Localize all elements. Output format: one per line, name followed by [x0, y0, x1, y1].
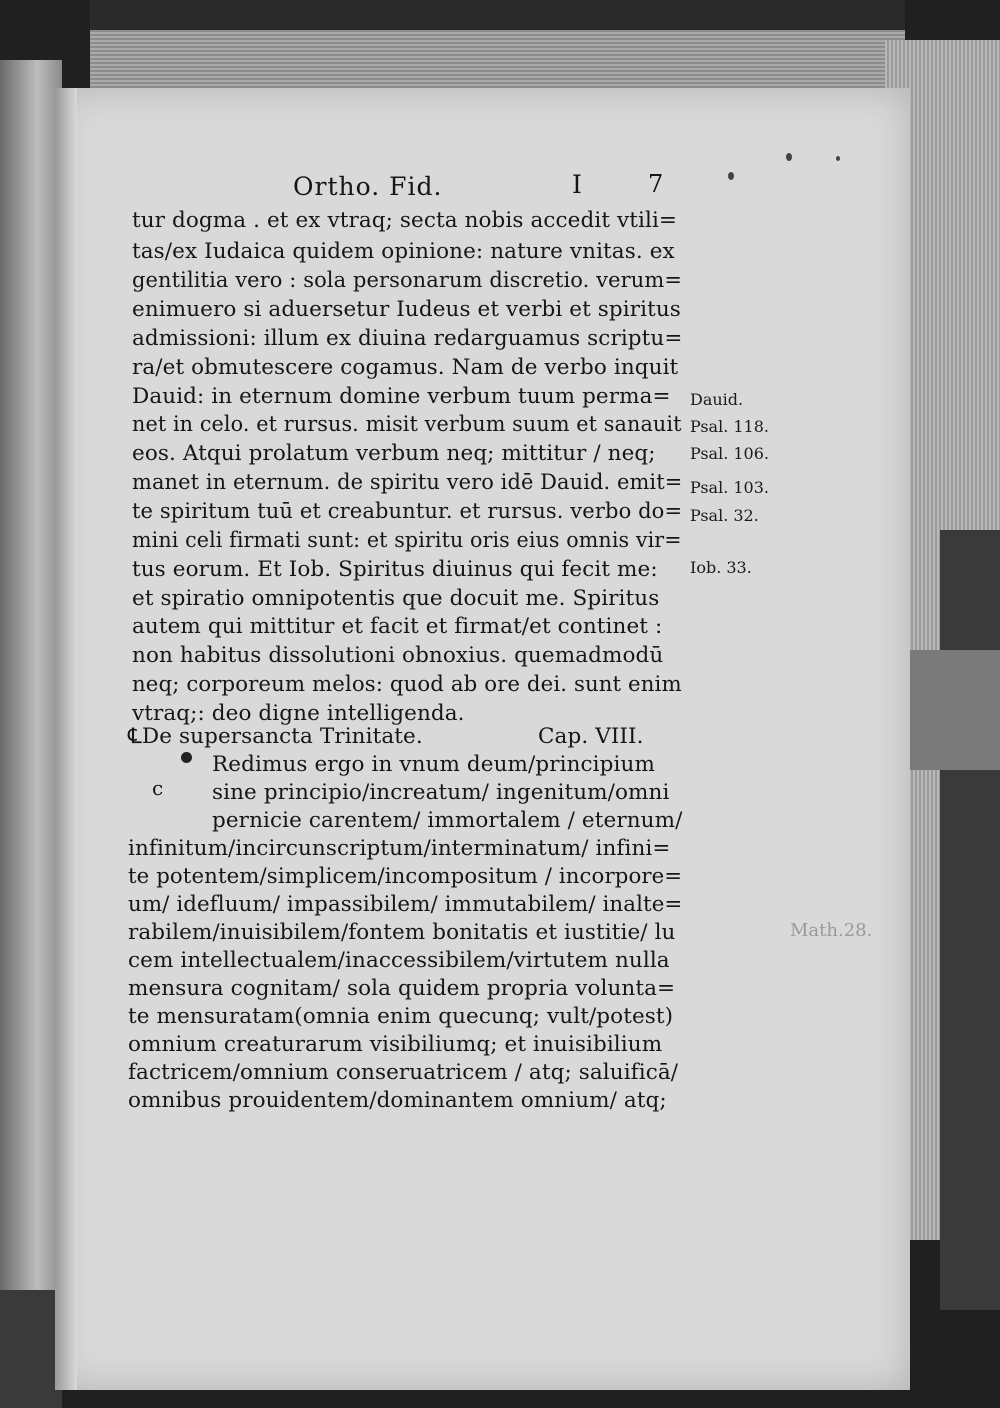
text-line: mensura cognitam/ sola quidem propria volunta=: [128, 976, 676, 1001]
ink-dot: [786, 153, 792, 161]
text-line: rabilem/inuisibilem/fontem bonitatis et iustitie/ lu: [128, 920, 676, 945]
text-line: omnium creaturarum visibiliumq; et inuisibilium: [128, 1032, 663, 1057]
signature-mark: c: [152, 776, 164, 800]
text-line: gentilitia vero : sola personarum discretio. verum=: [132, 268, 682, 293]
margin-note: Iob. 33.: [690, 558, 752, 577]
page-gutter: [55, 88, 77, 1390]
text-line: non habitus dissolutioni obnoxius. quemadmodū: [132, 643, 664, 668]
text-line: factricem/omnium conseruatricem / atq; saluificā/: [128, 1060, 679, 1085]
text-line: te spiritum tuū et creabuntur. et rursus. verbo do=: [132, 499, 683, 524]
text-line: Dauid: in eternum domine verbum tuum perma=: [132, 384, 671, 409]
text-line: infinitum/incircunscriptum/interminatum/ infini=: [128, 836, 671, 861]
text-line: tas/ex Iudaica quidem opinione: nature vnitas. ex: [132, 239, 675, 264]
text-line: neq; corporeum melos: quod ab ore dei. sunt enim: [132, 672, 682, 697]
text-line: ra/et obmutescere cogamus. Nam de verbo inquit: [132, 355, 679, 380]
text-line: autem qui mittitur et facit et firmat/et continet :: [132, 614, 663, 639]
quire-mark: I: [572, 170, 582, 199]
text-line: Redimus ergo in vnum deum/principium: [212, 752, 655, 777]
margin-note: Dauid.: [690, 390, 744, 409]
text-line: eos. Atqui prolatum verbum neq; mittitur / neq;: [132, 441, 656, 466]
text-line: net in celo. et rursus. misit verbum suum et sanauit: [132, 412, 682, 437]
text-line: pernicie carentem/ immortalem / eternum/: [212, 808, 683, 833]
margin-note: Psal. 118.: [690, 417, 769, 436]
text-line: cem intellectualem/inaccessibilem/virtutem nulla: [128, 948, 670, 973]
text-line: enimuero si aduersetur Iudeus et verbi et spiritus: [132, 297, 681, 322]
ink-dot: [836, 156, 840, 161]
text-line: vtraq;: deo digne intelligenda.: [132, 701, 465, 726]
text-line: manet in eternum. de spiritu vero idē Dauid. emit=: [132, 470, 683, 495]
text-line: te potentem/simplicem/incompositum / incorpore=: [128, 864, 683, 889]
facing-page-shadow: [0, 1290, 62, 1408]
bullet-icon: [181, 752, 192, 763]
facing-page-edge: [0, 60, 62, 1408]
text-line: admissioni: illum ex diuina redarguamus scriptu=: [132, 326, 683, 351]
background-shadow: [90, 0, 905, 34]
margin-note: Psal. 106.: [690, 444, 769, 463]
text-line: sine principio/increatum/ ingenitum/omni: [212, 780, 670, 805]
binding-shadow: [940, 530, 1000, 1310]
text-line: um/ idefluum/ impassibilem/ immutabilem/ inalte=: [128, 892, 683, 917]
bleed-through-text: Math.28.: [790, 920, 873, 941]
text-line: tur dogma . et ex vtraq; secta nobis accedit vtili=: [132, 208, 678, 233]
ink-dot: [728, 172, 734, 180]
text-line: tus eorum. Et Iob. Spiritus diuinus qui fecit me:: [132, 557, 658, 582]
margin-note: Psal. 103.: [690, 478, 769, 497]
page-tab: [905, 650, 1000, 770]
folio-number: 7: [648, 170, 664, 198]
text-line: te mensuratam(omnia enim quecunq; vult/potest): [128, 1004, 674, 1029]
text-line: omnibus prouidentem/dominantem omnium/ atq;: [128, 1088, 667, 1113]
margin-note: Psal. 32.: [690, 506, 759, 525]
running-title: Ortho. Fid.: [293, 172, 443, 201]
chapter-label: Cap. VIII.: [538, 724, 644, 749]
text-line: mini celi firmati sunt: et spiritu oris eius omnis vir=: [132, 528, 682, 553]
chapter-heading: ℄De supersancta Trinitate.: [128, 724, 423, 749]
text-line: et spiratio omnipotentis que docuit me. Spiritus: [132, 586, 660, 611]
